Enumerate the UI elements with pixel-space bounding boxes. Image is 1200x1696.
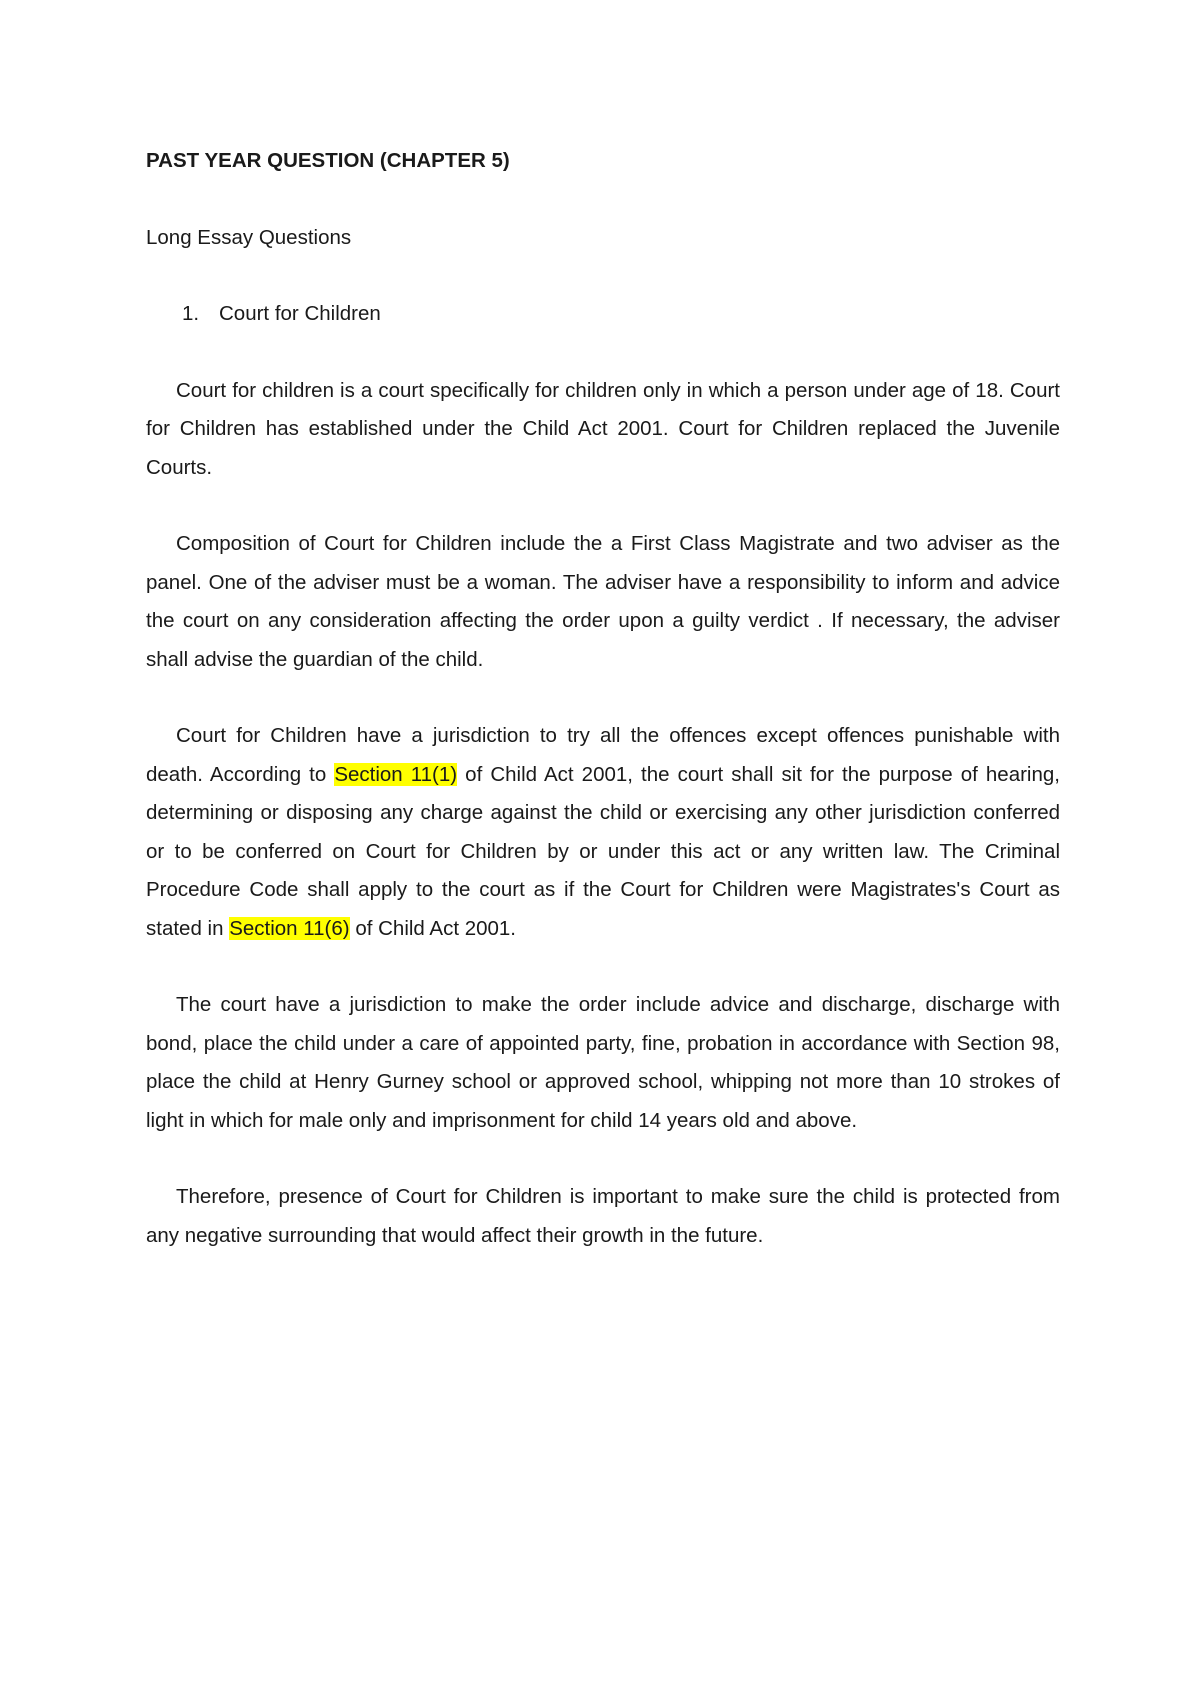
paragraph-jurisdiction-text-1: Court for Children have a jurisdiction to try all the offences except offences punishable with death. According to	[146, 724, 1060, 786]
paragraph-composition: Composition of Court for Children include the a First Class Magistrate and two adviser as the panel. One of the adviser must be a woman. The adviser have a responsibility to inform and advice the court on any consideration affecting the order upon a guilty verdict . If necessary, the adviser shall advise the guardian of the child.	[146, 532, 1060, 671]
paragraph-jurisdiction-text-3: of Child Act 2001.	[349, 916, 517, 940]
question-list	[146, 295, 1060, 334]
list-item-label: Court for Children	[219, 302, 381, 325]
page-title: PAST YEAR QUESTION (CHAPTER 5)	[146, 149, 510, 172]
paragraph-jurisdiction	[146, 717, 1060, 948]
paragraph-definition: Court for children is a court specifically for children only in which a person under age of 18. Court for Children has established under the Child Act 2001. Court for Children replaced the Juvenile Courts.	[146, 378, 1060, 479]
highlight-section-11-6: Section 11(6)	[229, 916, 350, 940]
highlight-section-11-1: Section 11(1)	[334, 762, 458, 786]
paragraph-conclusion: Therefore, presence of Court for Children is important to make sure the child is protected from any negative surrounding that would affect their growth in the future.	[146, 1185, 1060, 1247]
document-body	[146, 142, 1060, 1255]
paragraph-jurisdiction-text-2: of Child Act 2001, the court shall sit for the purpose of hearing, determining or disposing any charge against the child or exercising any other jurisdiction conferred or to be conferred on Court for Children by or under this act or any written law. The Criminal Procedure Code shall apply to the court as if the Court for Children were Magistrates's Court as stated in	[146, 762, 1060, 940]
list-item-number: 1.	[182, 302, 200, 325]
section-subtitle: Long Essay Questions	[146, 225, 352, 249]
list-item	[146, 295, 1060, 334]
paragraph-orders: The court have a jurisdiction to make the order include advice and discharge, discharge with bond, place the child under a care of appointed party, fine, probation in accordance with Section 98, place the child at Henry Gurney school or approved school, whipping not more than 10 strokes of light in which for male only and imprisonment for child 14 years old and above.	[146, 993, 1060, 1132]
